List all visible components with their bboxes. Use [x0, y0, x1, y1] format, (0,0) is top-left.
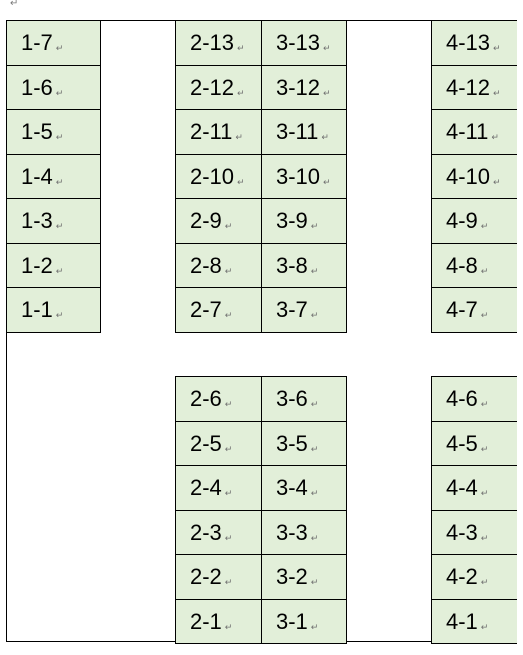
cell-label: 3-7 — [276, 297, 308, 322]
cell-label: 2-4 — [190, 475, 222, 500]
table-cell — [261, 554, 347, 600]
return-mark-icon: ↵ — [323, 87, 331, 98]
return-mark-icon: ↵ — [224, 399, 233, 409]
return-mark-icon: ↵ — [237, 43, 245, 53]
table-cell — [431, 599, 517, 645]
table-cell — [6, 287, 101, 333]
return-mark-icon: ↵ — [323, 43, 331, 53]
return-mark-icon: ↵ — [224, 532, 233, 543]
cell-label: 4-4 — [446, 475, 478, 500]
return-mark-icon: ↵ — [224, 577, 233, 587]
return-mark-icon: ↵ — [237, 87, 245, 98]
return-mark-icon: ↵ — [237, 176, 245, 187]
return-mark-icon: ↵ — [235, 132, 243, 142]
table-cell — [175, 599, 262, 645]
table-cell — [261, 465, 347, 511]
cell-label: 4-13 — [446, 30, 491, 55]
cell-label: 4-6 — [446, 386, 478, 411]
table-cell — [261, 198, 347, 244]
table-cell — [261, 65, 347, 111]
cell-label: 2-8 — [190, 252, 222, 278]
table-cell — [431, 465, 517, 511]
table-cell — [261, 154, 347, 200]
return-mark-icon: ↵ — [480, 488, 489, 498]
return-mark-icon: ↵ — [480, 621, 489, 632]
cell-label: 3-11 — [276, 119, 319, 144]
table-cell — [431, 65, 517, 111]
return-mark-icon: ↵ — [224, 265, 233, 276]
return-mark-icon: ↵ — [480, 532, 489, 543]
table-cell — [175, 554, 262, 600]
table-cell — [175, 465, 262, 511]
table-cell — [175, 421, 262, 467]
cell-label: 1-3 — [21, 208, 53, 233]
table-cell — [6, 65, 101, 111]
table-cell — [261, 287, 347, 333]
table-cell — [175, 510, 262, 556]
return-mark-icon: ↵ — [310, 577, 319, 587]
return-mark-icon: ↵ — [310, 310, 319, 320]
cell-label: 2-7 — [190, 297, 222, 322]
return-mark-icon: ↵ — [480, 310, 489, 320]
table-cell — [175, 109, 262, 155]
table-cell — [261, 421, 347, 467]
return-mark-icon: ↵ — [224, 621, 233, 632]
return-mark-icon: ↵ — [55, 221, 64, 231]
table-cell — [431, 198, 517, 244]
cell-label: 3-4 — [276, 475, 308, 500]
cell-label: 3-9 — [276, 208, 308, 233]
table-cell — [431, 510, 517, 556]
cell-label: 3-1 — [276, 608, 308, 634]
return-mark-icon: ↵ — [224, 221, 233, 231]
cell-label: 3-6 — [276, 386, 308, 411]
return-mark-icon: ↵ — [55, 43, 64, 53]
table-cell — [6, 154, 101, 200]
return-mark-icon: ↵ — [493, 176, 501, 187]
cell-label: 2-1 — [190, 608, 222, 634]
cell-label: 4-3 — [446, 519, 478, 545]
cell-label: 3-2 — [276, 564, 308, 589]
table-cell — [431, 154, 517, 200]
return-mark-icon: ↵ — [310, 621, 319, 632]
return-mark-icon: ↵ — [55, 310, 64, 320]
cell-label: 4-2 — [446, 564, 478, 589]
return-mark-icon: ↵ — [55, 265, 64, 276]
cell-label: 3-5 — [276, 430, 308, 456]
cell-label: 3-8 — [276, 252, 308, 278]
table-cell — [175, 154, 262, 200]
cell-label: 2-13 — [190, 30, 235, 55]
table-cell — [6, 243, 101, 289]
cell-label: 4-10 — [446, 163, 491, 189]
return-mark-icon: ↵ — [310, 399, 319, 409]
return-mark-icon: ↵ — [310, 221, 319, 231]
table-cell — [6, 20, 101, 66]
return-mark-icon: ↵ — [224, 488, 233, 498]
table-cell — [261, 20, 347, 66]
return-mark-icon: ↵ — [224, 443, 233, 454]
table-cell — [175, 287, 262, 333]
cell-label: 1-2 — [21, 252, 53, 278]
return-mark-icon: ↵ — [493, 43, 501, 53]
cell-label: 1-6 — [21, 74, 53, 100]
table-cell — [431, 376, 517, 422]
table-cell — [261, 243, 347, 289]
table-cell — [431, 421, 517, 467]
table-cell — [175, 198, 262, 244]
cell-label: 4-8 — [446, 252, 478, 278]
cell-label: 4-11 — [446, 119, 489, 144]
cell-label: 1-7 — [21, 30, 53, 55]
table-cell — [431, 109, 517, 155]
table-cell — [431, 554, 517, 600]
cell-label: 1-4 — [21, 163, 53, 189]
cell-label: 2-10 — [190, 163, 235, 189]
cell-label: 4-1 — [446, 608, 478, 634]
return-mark-icon: ↵ — [310, 488, 319, 498]
table-cell — [175, 376, 262, 422]
return-mark-icon: ↵ — [321, 132, 329, 142]
cell-label: 3-3 — [276, 519, 308, 545]
cell-label: 2-9 — [190, 208, 222, 233]
table-cell — [6, 109, 101, 155]
table-cell — [261, 109, 347, 155]
cell-label: 3-10 — [276, 163, 321, 189]
cell-label: 1-5 — [21, 119, 53, 144]
cell-label: 1-1 — [21, 297, 53, 322]
cell-label: 2-11 — [190, 119, 233, 144]
return-mark-icon: ↵ — [480, 399, 489, 409]
return-mark-icon: ↵ — [55, 176, 64, 187]
table-cell — [261, 599, 347, 645]
table-cell — [261, 510, 347, 556]
return-mark-icon: ↵ — [480, 577, 489, 587]
cell-label: 4-9 — [446, 208, 478, 233]
return-mark-icon: ↵ — [55, 87, 64, 98]
cell-label: 4-5 — [446, 430, 478, 456]
table-cell — [175, 243, 262, 289]
return-mark-icon: ↵ — [310, 532, 319, 543]
cell-label: 4-7 — [446, 297, 478, 322]
table-cell — [431, 243, 517, 289]
cell-label: 3-12 — [276, 74, 321, 100]
cell-label: 4-12 — [446, 74, 491, 100]
cell-label: 2-2 — [190, 564, 222, 589]
return-mark-icon: ↵ — [480, 443, 489, 454]
return-mark-icon: ↵ — [493, 87, 501, 98]
return-mark-icon: ↵ — [491, 132, 499, 142]
table-cell — [175, 65, 262, 111]
return-mark-icon: ↵ — [310, 443, 319, 454]
table-cell — [6, 198, 101, 244]
table-cell — [431, 20, 517, 66]
table-cell — [175, 20, 262, 66]
return-mark-icon: ↵ — [323, 176, 331, 187]
table-cell — [431, 287, 517, 333]
return-mark-icon: ↵ — [224, 310, 233, 320]
table-cell — [261, 376, 347, 422]
cell-label: 2-6 — [190, 386, 222, 411]
return-mark-icon: ↵ — [310, 265, 319, 276]
cell-label: 2-5 — [190, 430, 222, 456]
return-mark-icon: ↵ — [55, 132, 64, 142]
cell-label: 2-3 — [190, 519, 222, 545]
return-mark-icon: ↵ — [480, 221, 489, 231]
cell-label: 2-12 — [190, 74, 235, 100]
paragraph-mark-icon: ↵ — [10, 0, 19, 9]
cell-label: 3-13 — [276, 30, 321, 55]
return-mark-icon: ↵ — [480, 265, 489, 276]
